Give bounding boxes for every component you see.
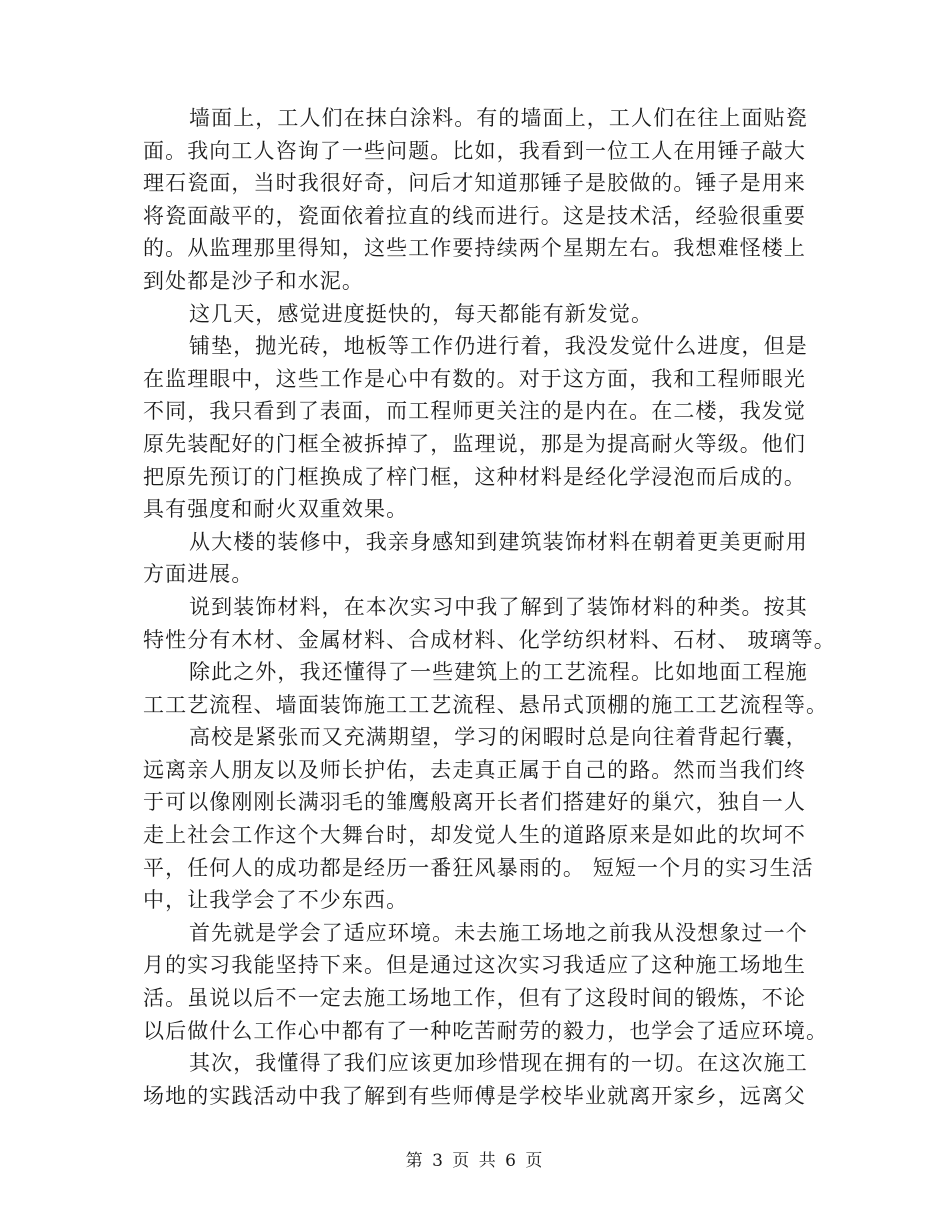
text-line: 墙面上，工人们在抹白涂料。有的墙面上，工人们在往上面贴瓷 (189, 106, 808, 130)
text-line: 具有强度和耐火双重效果。 (143, 497, 409, 522)
text-line: 铺垫，抛光砖，地板等工作仍进行着，我没发觉什么进度，但是 (189, 334, 808, 359)
text-line: 活。虽说以后不一定去施工场地工作，但有了这段时间的锻炼，不论 (143, 986, 806, 1011)
text-line: 理石瓷面，当时我很好奇，问后才知道那锤子是胶做的。锤子是用来 (143, 171, 806, 196)
document-body (143, 102, 843, 1112)
text-line: 首先就是学会了适应环境。未去施工场地之前我从没想象过一个 (189, 920, 808, 945)
text-line: 不同，我只看到了表面，而工程师更关注的是内在。在二楼，我发觉 (143, 399, 806, 424)
text-line: 高校是紧张而又充满期望，学习的闲暇时总是向往着背起行囊， (189, 725, 808, 750)
text-line: 工工艺流程、墙面装饰施工工艺流程、悬吊式顶棚的施工工艺流程等。 (143, 692, 829, 717)
text-line: 方面进展。 (143, 562, 254, 587)
text-line: 从大楼的装修中，我亲身感知到建筑装饰材料在朝着更美更耐用 (189, 529, 808, 554)
text-line: 月的实习我能坚持下来。但是通过这次实习我适应了这种施工场地生 (143, 953, 806, 978)
text-line: 远离亲人朋友以及师长护佑，去走真正属于自己的路。然而当我们终 (143, 757, 806, 782)
text-line: 于可以像刚刚长满羽毛的雏鹰般离开长者们搭建好的巢穴，独自一人 (143, 790, 806, 815)
text-line: 将瓷面敲平的，瓷面依着拉直的线而进行。这是技术活，经验很重要 (143, 203, 806, 228)
text-line: 原先装配好的门框全被拆掉了，监理说，那是为提高耐火等级。他们 (143, 431, 806, 456)
text-line: 说到装饰材料，在本次实习中我了解到了装饰材料的种类。按其 (189, 594, 808, 619)
text-line: 以后做什么工作心中都有了一种吃苦耐劳的毅力，也学会了适应环境。 (143, 1018, 829, 1043)
text-line: 把原先预订的门框换成了梓门框，这种材料是经化学浸泡而后成的。 (143, 464, 806, 489)
text-line: 到处都是沙子和水泥。 (143, 268, 364, 293)
text-line: 除此之外，我还懂得了一些建筑上的工艺流程。比如地面工程施 (189, 660, 808, 685)
text-line: 在监理眼中，这些工作是心中有数的。对于这方面，我和工程师眼光 (143, 366, 806, 391)
text-line: 的。从监理那里得知，这些工作要持续两个星期左右。我想难怪楼上 (143, 236, 806, 261)
text-line: 这几天，感觉进度挺快的，每天都能有新发觉。 (189, 301, 654, 326)
text-line: 其次，我懂得了我们应该更加珍惜现在拥有的一切。在这次施工 (189, 1051, 808, 1076)
text-line: 面。我向工人咨询了一些问题。比如，我看到一位工人在用锤子敲大 (143, 138, 806, 163)
text-line: 场地的实践活动中我了解到有些师傅是学校毕业就离开家乡，远离父 (143, 1083, 806, 1108)
text-line: 走上社会工作这个大舞台时，却发觉人生的道路原来是如此的坎坷不 (143, 823, 806, 848)
text-line: 中，让我学会了不少东西。 (143, 888, 409, 913)
text-line: 特性分有木材、金属材料、合成材料、化学纺织材料、石材、 玻璃等。 (143, 627, 836, 652)
page-number-footer: 第 3 页 共 6 页 (405, 1151, 545, 1171)
text-line: 平，任何人的成功都是经历一番狂风暴雨的。 短短一个月的实习生活 (143, 855, 814, 880)
